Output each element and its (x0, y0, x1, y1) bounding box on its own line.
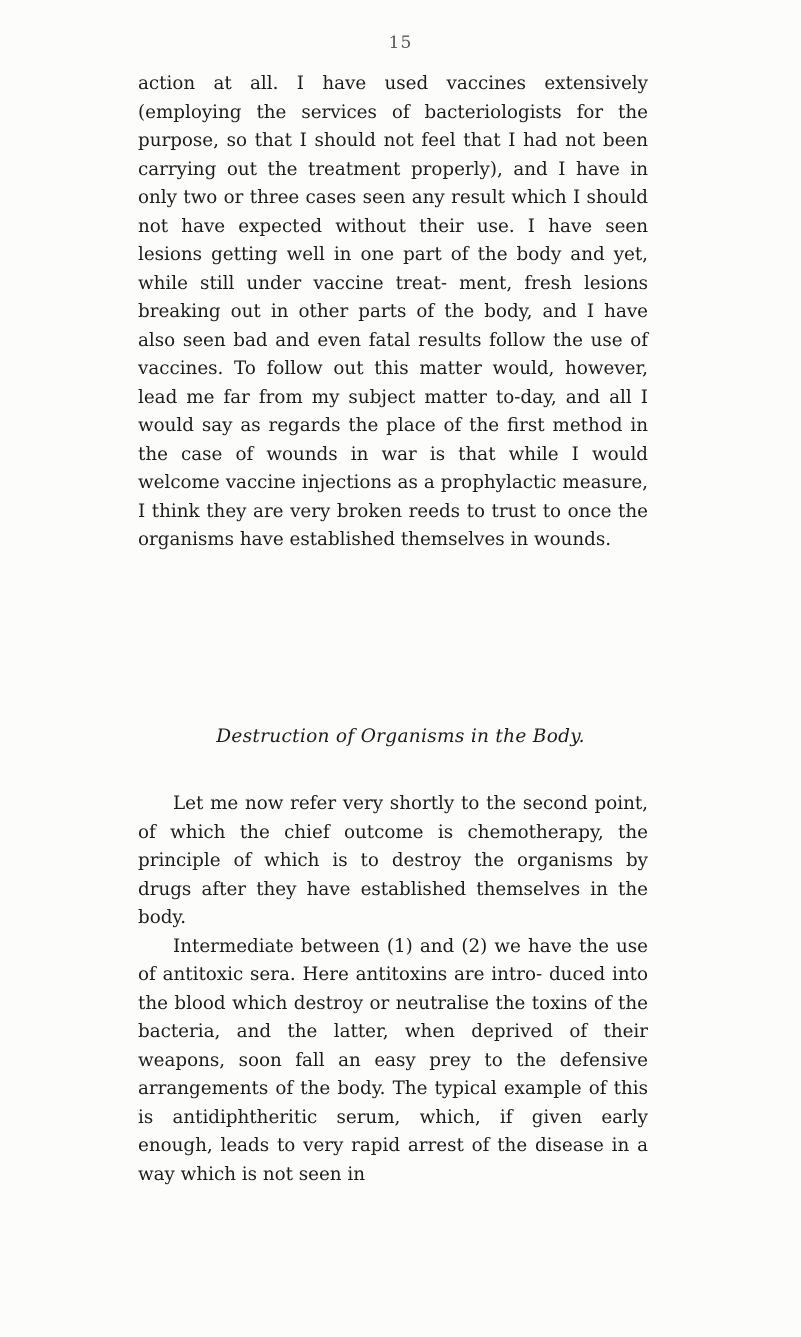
page-number: 15 (388, 33, 413, 53)
paragraph: action at all. I have used vaccines extensively (employing the services of bacteriologists for the purpose, so that I should not feel that I had not been carrying out the treatment properly), and I have in only two or three cases seen any result which I should not have expected without their use. I have seen lesions getting well in one part of the body and yet, while still under vaccine treat- ment, fresh lesions breaking out in other parts of the body, and I have also seen bad and even fatal results follow the use of vaccines. To follow out this matter would, however, lead me far from my subject matter to-day, and all I would say as regards the place of the first method in the case of wounds in war is that while I would welcome vaccine injections as a prophylactic measure, I think they are very broken reeds to trust to once the organisms have established themselves in wounds. (138, 73, 648, 550)
paragraph: Let me now refer very shortly to the second point, of which the chief outcome is chemotherapy, the principle of which is to destroy the organisms by drugs after they have established themselves in the body. (138, 793, 648, 928)
section-heading: Destruction of Organisms in the Body. (216, 726, 585, 747)
body-text-bottom (138, 790, 648, 1189)
body-text-top (138, 70, 648, 555)
paragraph: Intermediate between (1) and (2) we have the use of antitoxic sera. Here antitoxins are intro- duced into the blood which destroy or neutralise the toxins of the bacteria, and the latter, when deprived of their weapons, soon fall an easy prey to the defensive arrangements of the body. The typical example of this is antidiphtheritic serum, which, if given early enough, leads to very rapid arrest of the disease in a way which is not seen in (138, 935, 648, 1185)
